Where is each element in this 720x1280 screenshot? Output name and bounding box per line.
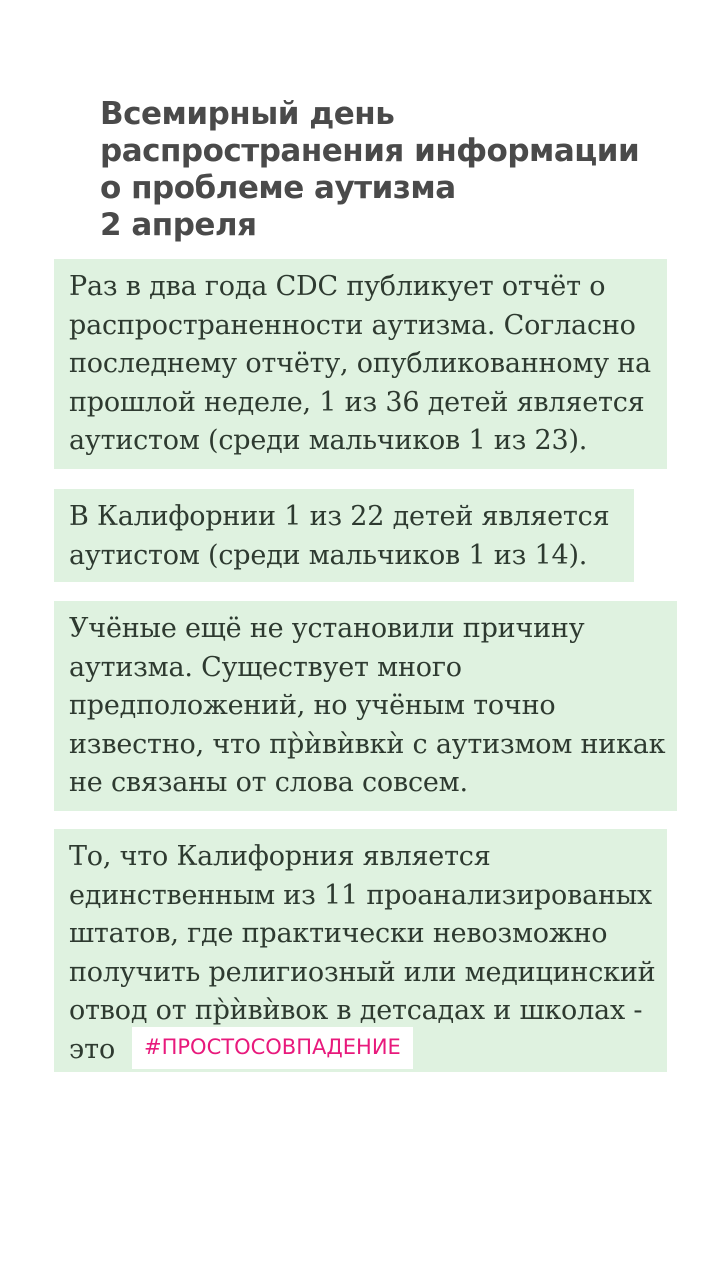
card-text-line: распространенности аутизма. Согласно: [69, 309, 636, 341]
card-text-line: штатов, где практически невозможно: [69, 918, 608, 949]
title-line: Всемирный день: [100, 96, 395, 132]
card-text-line: Раз в два года CDC публикует отчёт о: [69, 271, 606, 302]
card-text-line: последнему отчёту, опубликованному на: [69, 348, 651, 379]
text-card-california: [54, 489, 634, 582]
card-text-line: аутистом (среди мальчиков 1 из 23).: [69, 425, 588, 456]
text-card-exemptions: [54, 829, 667, 1072]
card-text-line: отвод от пр̀ѝвѝвок в детсадах и школах -: [69, 995, 643, 1026]
text-card-cdc-report: [54, 259, 667, 469]
card-text-line: не связаны от слова совсем.: [69, 767, 468, 798]
card-text-line: аутизма. Существует много: [69, 651, 462, 683]
card-text-line: аутистом (среди мальчиков 1 из 14).: [69, 539, 588, 571]
card-text-line: прошлой неделе, 1 из 36 детей является: [69, 386, 645, 418]
card-text-line: получить религиозный или медицинский: [69, 956, 656, 988]
hashtag-sticker[interactable]: #ПРОСТОСОВПАДЕНИЕ: [132, 1027, 413, 1069]
text-card-causes: [54, 601, 677, 811]
title-line: распространения информации: [100, 133, 640, 169]
page-title: [100, 96, 660, 244]
card-text-line: То, что Калифорния является: [69, 841, 491, 872]
title-line: о проблеме аутизма: [100, 170, 456, 206]
card-text-line: известно, что пр̀ѝвѝвкѝ с аутизмом никак: [69, 728, 666, 760]
card-text-line: предположений, но учёным точно: [69, 690, 556, 721]
card-text-line: единственным из 11 проанализированых: [69, 879, 653, 911]
title-line: 2 апреля: [100, 207, 257, 243]
card-text-line: Учёные ещё не установили причину: [69, 613, 585, 644]
card-text-prefix: это: [69, 1033, 116, 1065]
card-text-line: В Калифорнии 1 из 22 детей является: [69, 501, 610, 532]
hashtag-row: [69, 1031, 655, 1069]
